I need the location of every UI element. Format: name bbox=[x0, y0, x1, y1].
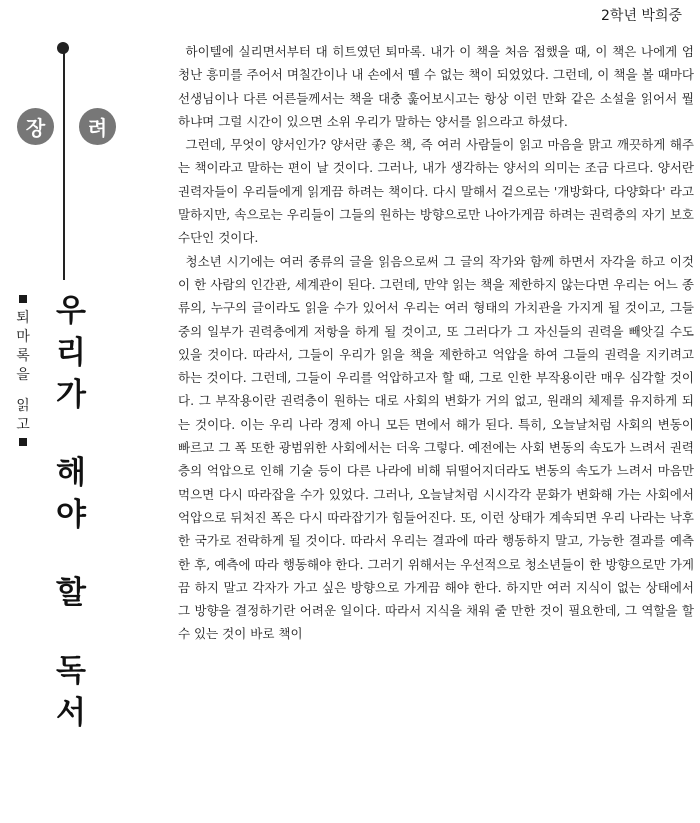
paragraph-3: 청소년 시기에는 여러 종류의 글을 읽음으로써 그 글의 작가와 함께 하면서 자각을 하고 이것이 한 사람의 인간관, 세계관이 된다. 그런데, 만약 읽는 책을 제한하지 않는다면 우리는 어느 종류의, 누구의 글이라도 읽을 수가 있어서 우리는 여러 형태의 가치관을 가지게 될 것이고, 그들 중의 일부가 권력층에게 저항을 하게 될 것이고, 또 그러다가 그 자신들의 권력을 빼앗길 수도 있을 것이다. 따라서, 그들이 우리가 읽을 책을 제한하고 억압을 하여 그들의 권력을 지키려고 하는 것이다. 그런데, 그들이 우리를 억압하고자 할 때, 그로 인한 부작용이란 매우 심각할 것이다. 그 부작용이란 권력층이 원하는 대로 사회의 변화가 거의 없고, 원래의 체제를 유지하게 되는 것이다. 이는 우리 나라 경제 아니 모든 면에서 해가 된다. 특히, 오늘날처럼 사회의 변동이 빠르고 그 폭 또한 광범위한 사회에서는 더욱 그렇다. 예전에는 사회 변동의 속도가 느려서 권력층의 억압으로 인해 기술 등이 다른 나라에 비해 뒤떨어지더라도 변동의 속도가 느려서 마음만 먹으면 다시 따라잡을 수가 있었다. 그러나, 오늘날처럼 시시각각 문화가 변화해 가는 사회에서 억압으로 뒤처진 폭은 다시 따라잡기가 힘들어진다. 또, 이런 상태가 계속되면 우리 나라는 낙후한 국가로 전락하게 될 것이다. 따라서 우리는 결과에 따라 행동하지 말고, 가능한 결과를 예측한 후, 예측에 따라 행동해야 한다. 그러기 위해서는 우선적으로 청소년들이 한 방향으로만 가게끔 하지 말고 각자가 가고 싶은 방향으로 가게끔 해야 한다. 하지만 여러 지식이 없는 상태에서 그 방향을 결정하기란 어려운 일이다. 따라서 지식을 채워 줄 만한 것이 필요한데, 그 역할을 할 수 있는 것이 바로 책이 bbox=[178, 253, 694, 642]
subtitle-part1 bbox=[12, 309, 34, 385]
paragraph-2: 그런데, 무엇이 양서인가? 양서란 좋은 책, 즉 여러 사람들이 읽고 마음을 맑고 깨끗하게 해주는 책이라고 말하는 편이 날 것이다. 그러나, 내가 생각하는 양서의 의미는 조금 다르다. 양서란 권력자들이 우리들에게 읽게끔 하려는 책이다. 다시 말해서 겉으로는 '개방화다, 다양화다' 라고 말하지만, 속으로는 우리들이 그들의 원하는 방향으로만 나아가게끔 하려는 권력층의 자기 보호 수단인 것이다. bbox=[178, 137, 694, 246]
paragraph-1: 하이텔에 실리면서부터 대 히트였던 퇴마록. 내가 이 책을 처음 접했을 때, 이 책은 나에게 엄청난 흥미를 주어서 며칠간이나 내 손에서 뗄 수 없는 책이 되었었다. 그런데, 이 책을 볼 때마다 선생님이나 다른 어른들께서는 책을 대충 훑어보시고는 항상 이런 만화 같은 소설을 읽어서 뭘 하냐며 그럴 시간이 있으면 소위 우리가 말하는 양서를 읽으라고 하셨다. bbox=[178, 44, 694, 129]
title-char: 리 bbox=[56, 335, 86, 371]
subtitle-part2 bbox=[12, 397, 34, 435]
subtitle-char: 읽 bbox=[16, 398, 30, 414]
vertical-divider-line bbox=[63, 48, 65, 280]
title-word-1 bbox=[46, 293, 96, 422]
title-word-4 bbox=[46, 653, 96, 740]
author-label: 2학년 박희중 bbox=[601, 8, 682, 24]
title-char: 서 bbox=[56, 695, 86, 731]
title-char: 가 bbox=[56, 377, 86, 413]
essay-body bbox=[178, 40, 694, 646]
award-badge-jang: 장 bbox=[17, 108, 54, 145]
title-char: 독 bbox=[56, 653, 86, 689]
title-char: 야 bbox=[56, 497, 86, 533]
subtitle-char: 마 bbox=[16, 329, 30, 345]
essay-title-vertical bbox=[46, 293, 96, 740]
square-bullet-icon bbox=[19, 438, 27, 446]
subtitle-char: 퇴 bbox=[16, 310, 30, 326]
title-char: 해 bbox=[56, 455, 86, 491]
subtitle-char: 록 bbox=[16, 348, 30, 364]
square-bullet-icon bbox=[19, 295, 27, 303]
subtitle-vertical bbox=[12, 292, 34, 452]
title-word-2 bbox=[46, 455, 96, 542]
title-char: 우 bbox=[56, 293, 86, 329]
award-badge-ryeo: 려 bbox=[79, 108, 116, 145]
subtitle-char: 을 bbox=[16, 367, 30, 383]
title-word-3 bbox=[46, 575, 96, 620]
title-char: 할 bbox=[56, 575, 86, 611]
subtitle-char: 고 bbox=[16, 417, 30, 433]
